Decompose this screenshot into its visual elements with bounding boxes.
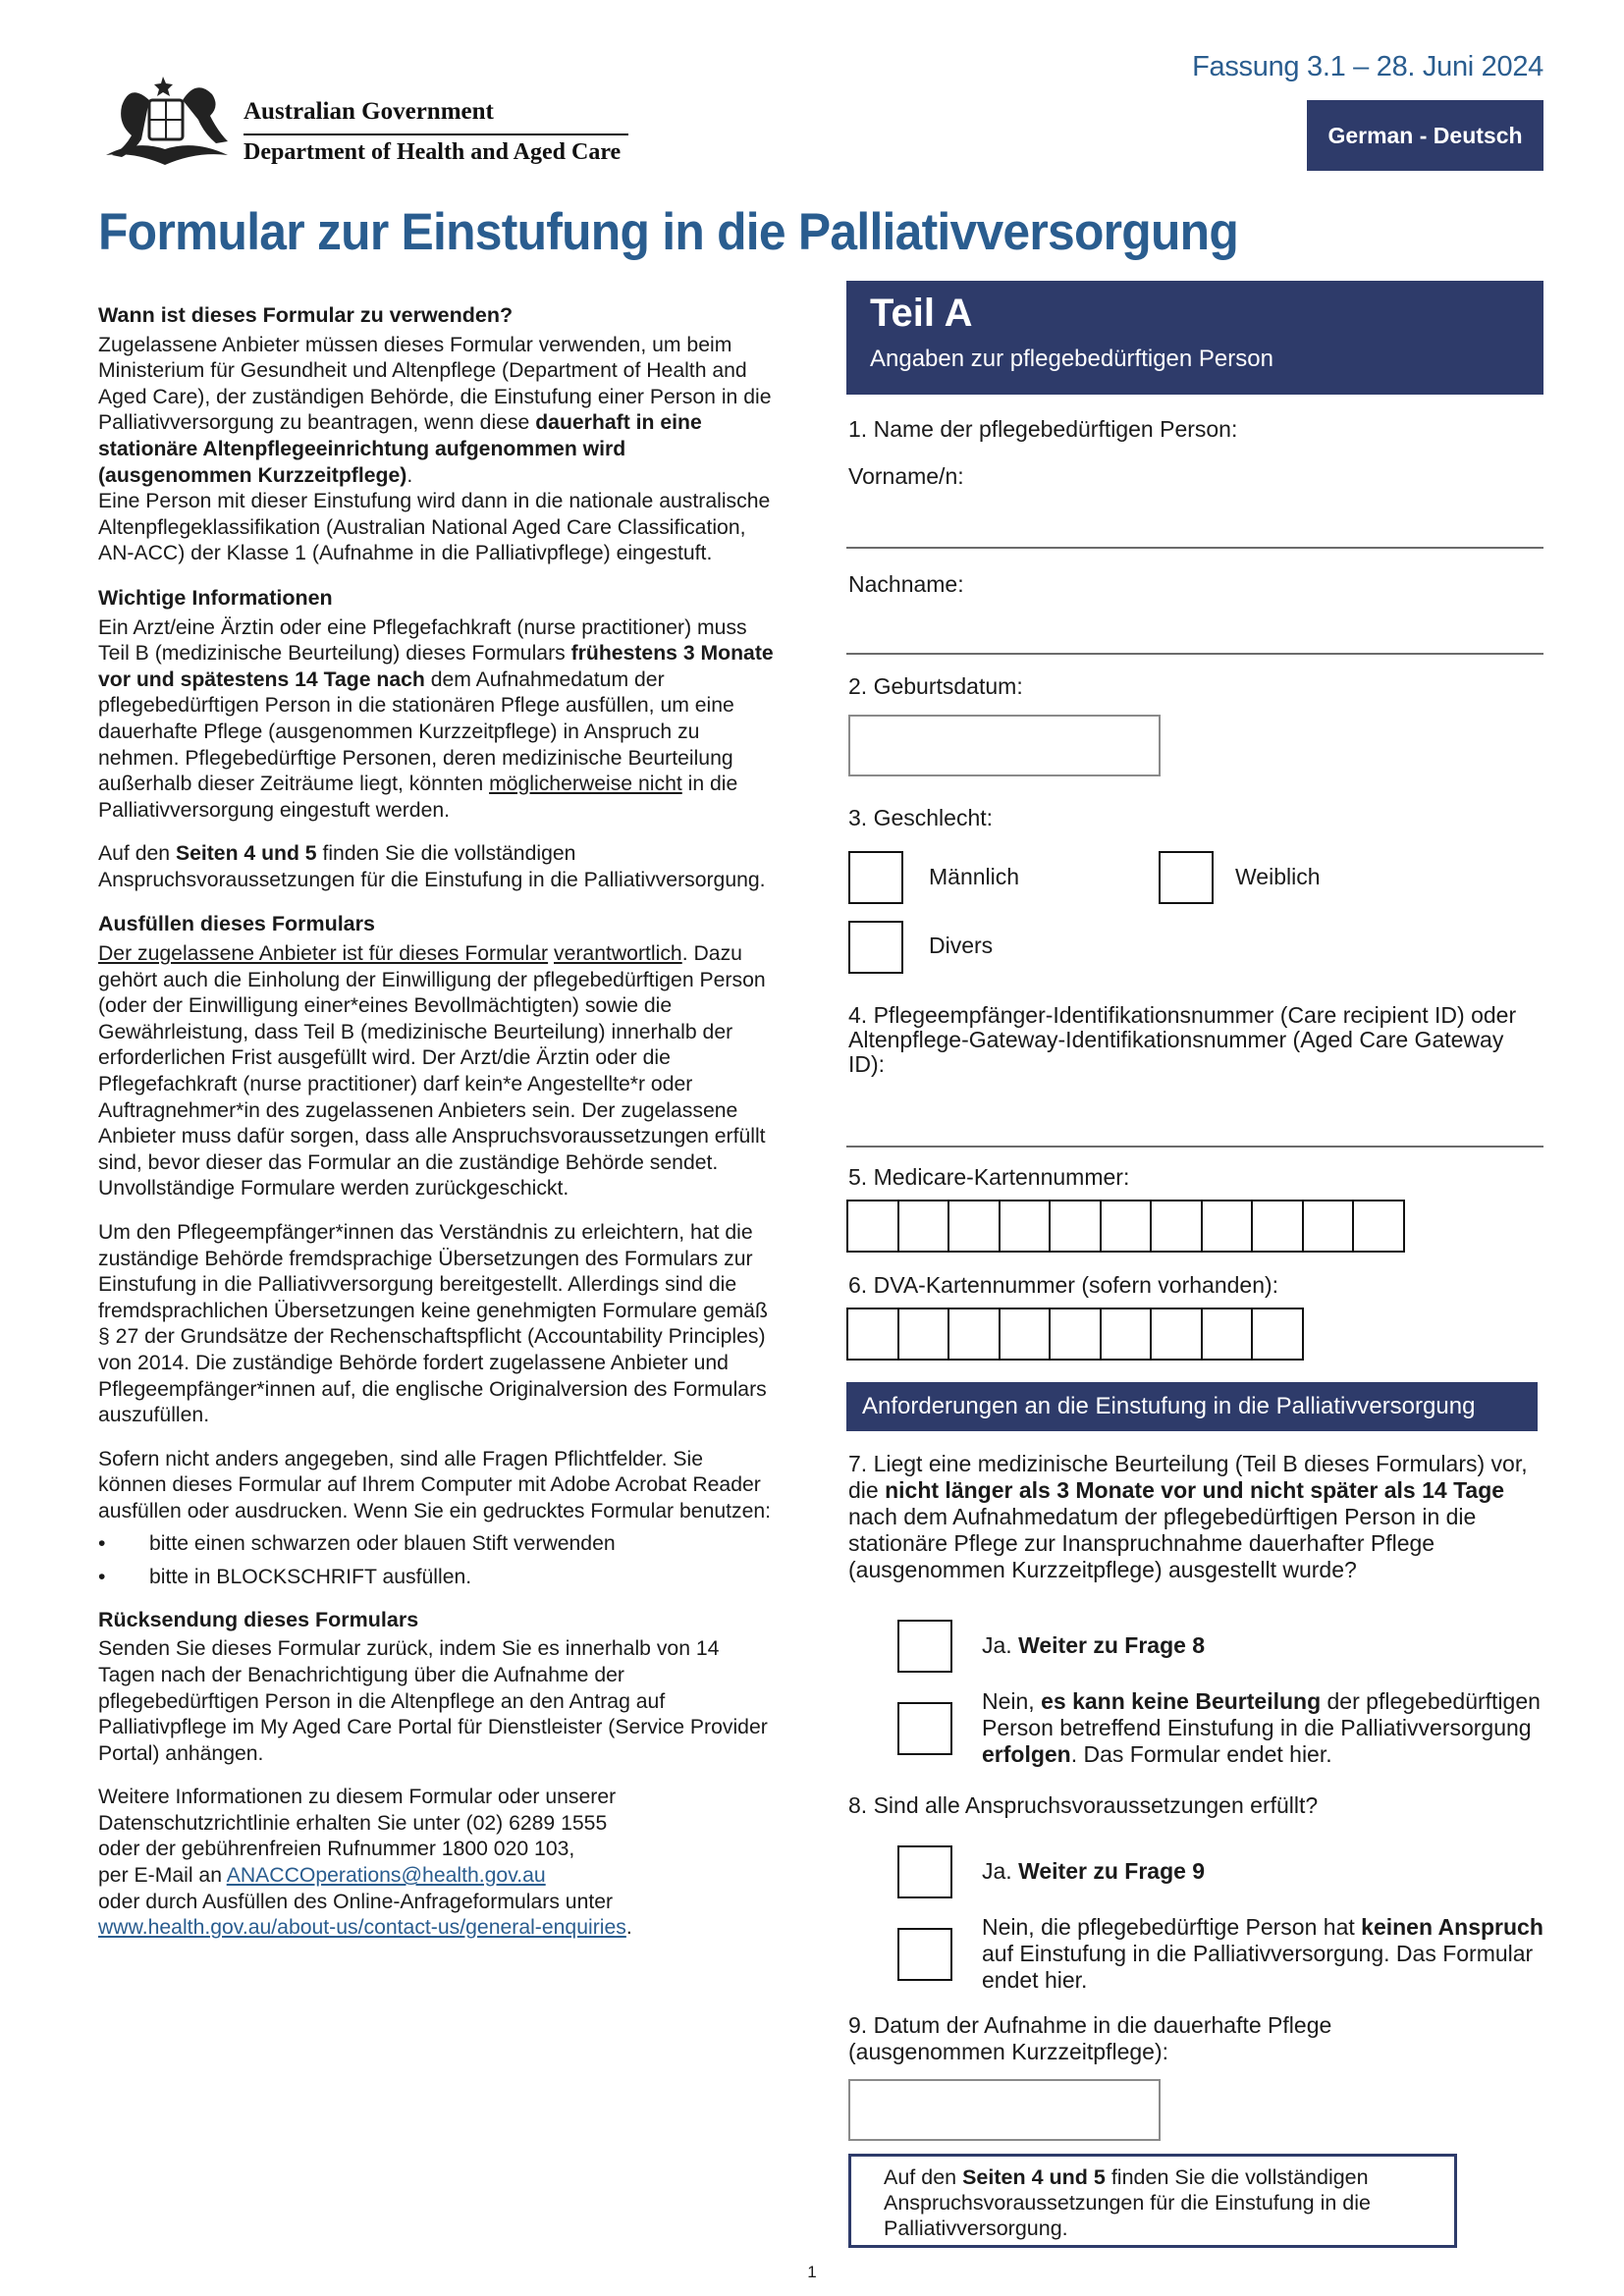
list-item: • bitte in BLOCKSCHRIFT ausfüllen.	[98, 1565, 776, 1591]
digit-cell[interactable]	[1100, 1200, 1153, 1253]
question-6-label: 6. DVA-Kartennummer (sofern vorhanden):	[848, 1272, 1279, 1298]
q7-yes-label: Ja. Weiter zu Frage 8	[982, 1632, 1206, 1658]
digit-cell[interactable]	[1251, 1308, 1304, 1361]
first-name-label: Vorname/n:	[848, 463, 964, 489]
paragraph-when-1: Zugelassene Anbieter müssen dieses Formular verwenden, um beim Ministerium für Gesundheit und Altenpflege (Department of Health and Aged Care), der zuständigen Behörde, die Einstufung einer Person in die Palliativversorgung zu beantragen, wenn diese dauerhaft in eine stationäre Altenpflegeeinrichtung aufgenommen wird (ausgenommen Kurzzeitpflege).	[98, 333, 772, 487]
dva-number-field[interactable]	[846, 1308, 1302, 1361]
part-a-title: Teil A	[870, 292, 973, 335]
date-of-birth-field[interactable]	[848, 715, 1161, 776]
question-5-label: 5. Medicare-Kartennummer:	[848, 1164, 1130, 1190]
digit-cell[interactable]	[1251, 1200, 1304, 1253]
last-name-field[interactable]	[846, 653, 1543, 655]
male-checkbox[interactable]	[848, 851, 903, 904]
digit-cell[interactable]	[999, 1308, 1052, 1361]
paragraph-return-1: Senden Sie dieses Formular zurück, indem Sie es innerhalb von 14 Tagen nach der Benachrichtigung über die Aufnahme der pflegebedürftigen Person in die Altenpflege an den Antrag auf Palliativpflege im My Aged Care Portal für Dienstleister (Service Provider Portal) anhängen.	[98, 1637, 768, 1765]
care-recipient-id-field[interactable]	[846, 1146, 1543, 1148]
page-number: 1	[807, 2263, 817, 2281]
male-label: Männlich	[929, 864, 1020, 889]
paragraph-when-2: Eine Person mit dieser Einstufung wird dann in die nationale australische Altenpflegeklassifikation (Australian National Aged Care Classification, AN-ACC) der Klasse 1 (Aufnahme in die Palliativpflege) eingestuft.	[98, 490, 771, 565]
admission-date-field[interactable]	[848, 2079, 1161, 2141]
section-heading-important: Wichtige Informationen	[98, 585, 333, 610]
form-version: Fassung 3.1 – 28. Juni 2024	[1192, 51, 1543, 82]
question-1-label: 1. Name der pflegebedürftigen Person:	[848, 416, 1238, 442]
digit-cell[interactable]	[1352, 1200, 1405, 1253]
digit-cell[interactable]	[897, 1200, 950, 1253]
government-logo	[98, 71, 648, 179]
female-label: Weiblich	[1235, 864, 1321, 889]
section-heading-return: Rücksendung dieses Formulars	[98, 1607, 419, 1631]
part-a-header	[846, 281, 1543, 395]
medicare-number-field[interactable]	[846, 1200, 1403, 1253]
coat-of-arms-icon	[98, 71, 236, 173]
question-8-label: 8. Sind alle Anspruchsvoraussetzungen erfüllt?	[848, 1792, 1319, 1818]
digit-cell[interactable]	[1302, 1200, 1355, 1253]
digit-cell[interactable]	[1150, 1200, 1203, 1253]
q7-no-label: Nein, es kann keine Beurteilung der pflegebedürftigen Person betreffend Einstufung in die Palliativversorgung erfolgen. Das Formular endet hier.	[982, 1688, 1541, 1767]
diverse-label: Divers	[929, 933, 994, 958]
paragraph-completing-3: Sofern nicht anders angegeben, sind alle Fragen Pflichtfelder. Sie können dieses Formular auf Ihrem Computer mit Adobe Acrobat Reader ausfüllen oder ausdrucken. Wenn Sie ein gedrucktes Formular benutzen:	[98, 1447, 772, 1522]
digit-cell[interactable]	[897, 1308, 950, 1361]
email-link[interactable]: ANACCOperations@health.gov.au	[226, 1864, 546, 1888]
page-title: Formular zur Einstufung in die Palliativversorgung	[98, 203, 1239, 261]
q7-no-checkbox[interactable]	[897, 1702, 952, 1755]
question-2-label: 2. Geburtsdatum:	[848, 673, 1023, 699]
female-checkbox[interactable]	[1159, 851, 1214, 904]
requirements-section-header: Anforderungen an die Einstufung in die Palliativversorgung	[846, 1382, 1538, 1431]
digit-cell[interactable]	[947, 1308, 1001, 1361]
q8-no-label: Nein, die pflegebedürftige Person hat keinen Anspruch auf Einstufung in die Palliativversorgung. Das Formular endet hier.	[982, 1914, 1543, 1993]
q8-yes-checkbox[interactable]	[897, 1845, 952, 1898]
question-7-label: 7. Liegt eine medizinische Beurteilung (Teil B dieses Formulars) vor, die nicht länger als 3 Monate vor und nicht später als 14 Tage nach dem Aufnahmedatum der pflegebedürftigen Person in die stationäre Pflege zur Inanspruchnahme dauerhafter Pflege (ausgenommen Kurzzeitpflege) ausgestellt wurde?	[848, 1451, 1528, 1582]
section-heading-completing: Ausfüllen dieses Formulars	[98, 912, 375, 936]
first-name-field[interactable]	[846, 547, 1543, 549]
question-3-label: 3. Geschlecht:	[848, 805, 994, 830]
digit-cell[interactable]	[1100, 1308, 1153, 1361]
diverse-checkbox[interactable]	[848, 921, 903, 974]
part-a-subtitle: Angaben zur pflegebedürftigen Person	[870, 346, 1273, 372]
paragraph-completing-2: Um den Pflegeempfänger*innen das Verständnis zu erleichtern, hat die zuständige Behörde fremdsprachige Übersetzungen des Formulars zur Einstufung in die Palliativversorgung bereitgestellt. Allerdings sind die fremdsprachlichen Übersetzungen keine genehmigten Formulare gemäß § 27 der Grundsätze der Rechenschaftspflicht (Accountability Principles) von 2014. Die zuständige Behörde fordert zugelassene Anbieter und Pflegeempfänger*innen auf, die englische Originalversion des Formulars auszufüllen.	[98, 1221, 768, 1427]
digit-cell[interactable]	[947, 1200, 1001, 1253]
bullet-list	[98, 1531, 776, 1591]
section-heading-when: Wann ist dieses Formular zu verwenden?	[98, 303, 514, 327]
government-name: Australian Government	[244, 98, 494, 125]
list-item: • bitte einen schwarzen oder blauen Stift verwenden	[98, 1531, 776, 1558]
digit-cell[interactable]	[999, 1200, 1052, 1253]
question-4-label: 4. Pflegeempfänger-Identifikationsnummer (Care recipient ID) oder Altenpflege-Gateway-Identifikationsnummer (Aged Care Gateway ID):	[848, 1002, 1517, 1077]
digit-cell[interactable]	[1049, 1200, 1102, 1253]
digit-cell[interactable]	[1150, 1308, 1203, 1361]
paragraph-return-2: Weitere Informationen zu diesem Formular oder unserer Datenschutzrichtlinie erhalten Sie unter (02) 6289 1555 oder der gebührenfreien Rufnummer 1800 020 103, per E-Mail an ANACCOperations@health.gov.au oder durch Ausfüllen des Online-Anfrageformulars unter www.health.gov.au/about-us/contact-us/general-enquiries.	[98, 1786, 632, 1940]
header-rule	[244, 133, 628, 135]
q8-no-checkbox[interactable]	[897, 1928, 952, 1981]
question-9-label: 9. Datum der Aufnahme in die dauerhafte Pflege (ausgenommen Kurzzeitpflege):	[848, 2012, 1332, 2064]
language-badge: German - Deutsch	[1307, 100, 1543, 171]
digit-cell[interactable]	[1201, 1308, 1254, 1361]
department-name: Department of Health and Aged Care	[244, 139, 622, 165]
digit-cell[interactable]	[1049, 1308, 1102, 1361]
digit-cell[interactable]	[1201, 1200, 1254, 1253]
paragraph-important-1: Ein Arzt/eine Ärztin oder eine Pflegefachkraft (nurse practitioner) muss Teil B (medizinische Beurteilung) dieses Formulars frühestens 3 Monate vor und spätestens 14 Tage nach dem Aufnahmedatum der pflegebedürftigen Person in die stationären Pflege ausfüllen, um eine dauerhafte Pflege (ausgenommen Kurzzeitpflege) in Anspruch zu nehmen. Pflegebedürftige Personen, deren medizinische Beurteilung außerhalb dieser Zeiträume liegt, könnten möglicherweise nicht in die Palliativversorgung eingestuft werden.	[98, 615, 774, 822]
q7-yes-checkbox[interactable]	[897, 1620, 952, 1673]
contact-url-link[interactable]: www.health.gov.au/about-us/contact-us/general-enquiries	[98, 1916, 626, 1940]
digit-cell[interactable]	[846, 1308, 899, 1361]
eligibility-note: Auf den Seiten 4 und 5 finden Sie die vollständigen Anspruchsvoraussetzungen für die Einstufung in die Palliativversorgung.	[848, 2154, 1457, 2248]
paragraph-important-2: Auf den Seiten 4 und 5 finden Sie die vollständigen Anspruchsvoraussetzungen für die Einstufung in die Palliativversorgung.	[98, 842, 766, 891]
last-name-label: Nachname:	[848, 571, 964, 597]
digit-cell[interactable]	[846, 1200, 899, 1253]
paragraph-completing-1: Der zugelassene Anbieter ist für dieses Formular verantwortlich. Dazu gehört auch die Einholung der Einwilligung der pflegebedürftigen Person (oder der Einwilligung einer*eines Bevollmächtigten) sowie die Gewährleistung, dass Teil B (medizinische Beurteilung) innerhalb der erforderlichen Frist ausgefüllt wird. Der Arzt/die Ärztin oder die Pflegefachkraft (nurse practitioner) darf kein*e Angestellte*r oder Auftragnehmer*in des zugelassenen Anbieters sein. Der zugelassene Anbieter muss dafür sorgen, dass alle Anspruchsvoraussetzungen erfüllt sind, bevor dieser das Formular an die zuständige Behörde sendet. Unvollständige Formulare werden zurückgeschickt.	[98, 942, 766, 1201]
q8-yes-label: Ja. Weiter zu Frage 9	[982, 1858, 1206, 1884]
instructions-column	[98, 302, 776, 1959]
